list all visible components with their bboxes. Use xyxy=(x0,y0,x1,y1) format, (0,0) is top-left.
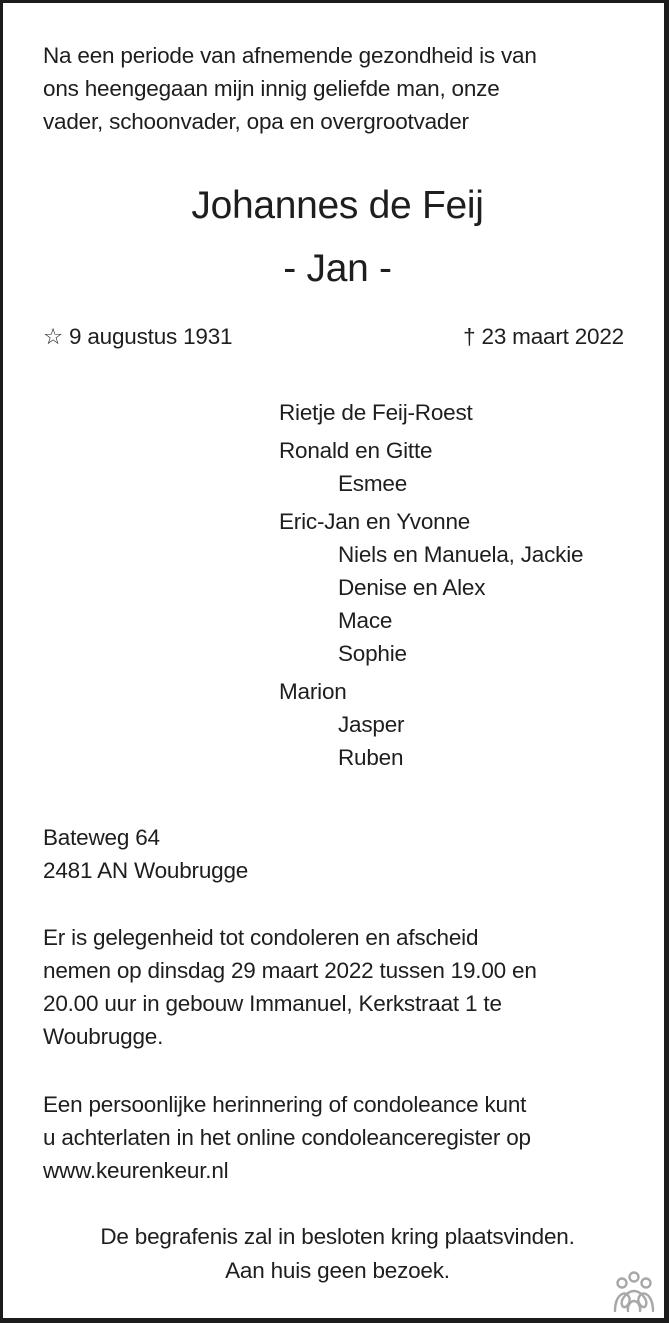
family-member: Ronald en Gitte xyxy=(279,438,433,463)
intro-text xyxy=(43,39,537,138)
family-member: Marion xyxy=(279,679,347,704)
deceased-full-name: Johannes de Feij xyxy=(191,184,484,227)
deceased-nickname: - Jan - xyxy=(283,247,392,290)
family-member: Eric-Jan en Yvonne xyxy=(279,509,471,534)
family-group xyxy=(279,675,583,774)
birth-date-line xyxy=(43,320,232,353)
grandchild: Sophie xyxy=(338,641,407,666)
intro-line: vader, schoonvader, opa en overgrootvader xyxy=(43,109,469,134)
condolence-line: 20.00 uur in gebouw Immanuel, Kerkstraat 1 te xyxy=(43,991,502,1016)
cross-icon: † xyxy=(463,324,476,349)
condolence-line: nemen op dinsdag 29 maart 2022 tussen 19.00 en xyxy=(43,958,537,983)
register-link[interactable]: www.keurenkeur.nl xyxy=(43,1158,229,1183)
intro-line: Na een periode van afnemende gezondheid is van xyxy=(43,43,537,68)
death-date-line xyxy=(463,320,624,353)
no-visit-notice: Aan huis geen bezoek. xyxy=(225,1258,450,1283)
family-group xyxy=(279,434,583,500)
star-icon: ☆ xyxy=(43,324,63,349)
family-group xyxy=(279,505,583,670)
grandchild: Mace xyxy=(338,608,393,633)
birth-date: 9 augustus 1931 xyxy=(68,324,233,349)
family-list xyxy=(279,396,583,779)
intro-line: ons heengegaan mijn innig geliefde man, onze xyxy=(43,76,500,101)
grandchild: Ruben xyxy=(338,745,404,770)
family-group xyxy=(279,396,583,429)
death-date: 23 maart 2022 xyxy=(481,324,624,349)
address-postal-city: 2481 AN Woubrugge xyxy=(43,858,249,883)
family-people-icon xyxy=(611,1271,657,1313)
condolence-register-info xyxy=(43,1088,531,1187)
family-member: Rietje de Feij-Roest xyxy=(279,400,473,425)
condolence-line: Woubrugge. xyxy=(43,1024,164,1049)
funeral-notice: De begrafenis zal in besloten kring plaatsvinden. xyxy=(100,1224,575,1249)
address-street: Bateweg 64 xyxy=(43,825,160,850)
address-block xyxy=(43,821,248,887)
condolence-line: Er is gelegenheid tot condoleren en afscheid xyxy=(43,925,479,950)
condolence-info xyxy=(43,921,537,1053)
grandchild: Esmee xyxy=(338,471,408,496)
register-line: Een persoonlijke herinnering of condoleance kunt xyxy=(43,1092,527,1117)
grandchild: Niels en Manuela, Jackie xyxy=(338,542,584,567)
grandchild: Denise en Alex xyxy=(338,575,486,600)
register-line: u achterlaten in het online condoleanceregister op xyxy=(43,1125,531,1150)
grandchild: Jasper xyxy=(338,712,405,737)
